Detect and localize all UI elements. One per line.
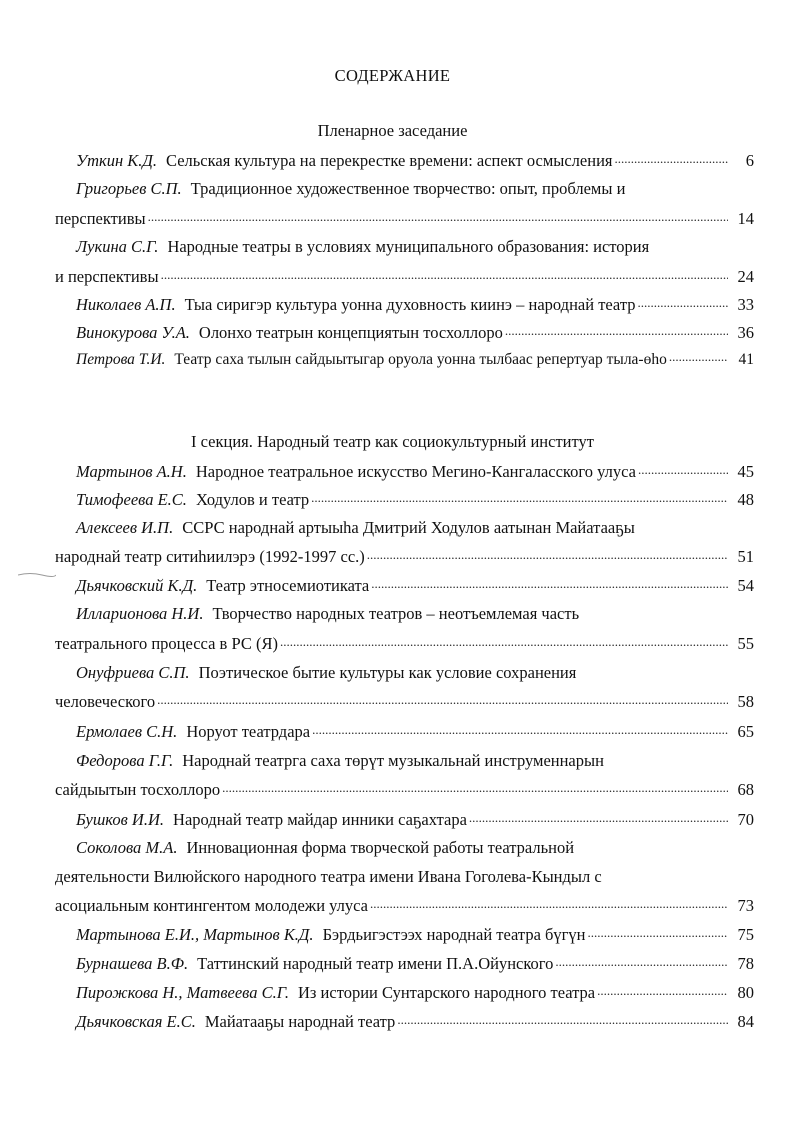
entry-title: Театр этносемиотиката [206, 576, 370, 595]
toc-entry-continuation [55, 629, 754, 659]
entry-author: Уткин К.Д. [76, 151, 158, 170]
entry-title-cont: и перспективы [55, 267, 159, 286]
entry-page: 6 [745, 151, 754, 170]
dot-leader [367, 539, 728, 570]
dot-leader [280, 626, 728, 657]
toc-entry[interactable] [76, 174, 754, 204]
entry-author: Тимофеева Е.С. [76, 490, 187, 509]
entry-title: Из истории Сунтарского народного театра [297, 983, 596, 1002]
toc-entry[interactable] [76, 805, 754, 835]
entry-title: Народнай театр майдар инники саҕахтара [173, 810, 467, 829]
entry-page: 51 [737, 547, 754, 566]
entry-page: 80 [737, 983, 754, 1002]
entry-author: Федорова Г.Г. [76, 751, 174, 770]
toc-entry[interactable] [76, 1007, 754, 1037]
entry-page: 55 [737, 634, 754, 653]
entry-page: 48 [737, 490, 754, 509]
entry-title: Традиционное художественное творчество: опыт, проблемы и [190, 179, 626, 198]
dot-leader [157, 684, 728, 715]
section-heading-plenary: Пленарное заседание [317, 121, 468, 140]
entry-title: Бэрдьигэстээх народнай театра бүгүн [322, 925, 586, 944]
entry-author: Алексеев И.П. [76, 518, 174, 537]
entry-author: Ермолаев С.Н. [76, 722, 178, 741]
section-heading-1: I секция. Народный театр как социокультурный институт [191, 432, 594, 451]
toc-entry[interactable] [76, 146, 754, 176]
toc-entry[interactable] [76, 833, 754, 863]
entry-page: 75 [737, 925, 754, 944]
entry-title: Таттинский народный театр имени П.А.Ойунского [197, 954, 554, 973]
entry-title-cont: сайдыытын тосхоллоро [55, 780, 221, 799]
toc-entry-continuation [55, 204, 754, 234]
entry-author: Бушков И.И. [76, 810, 165, 829]
entry-page: 73 [737, 896, 754, 915]
toc-entry[interactable] [76, 318, 754, 348]
entry-title: Народнай театрга саха төрүт музыкальнай инструменнарын [182, 751, 604, 770]
entry-page: 33 [737, 295, 754, 314]
entry-page: 70 [737, 810, 754, 829]
entry-title: Сельская культура на перекрестке времени: аспект осмысления [166, 151, 613, 170]
entry-author: Мартынов А.Н. [76, 462, 187, 481]
dot-leader [469, 802, 728, 833]
entry-title-cont: театрального процесса в РС (Я) [55, 634, 278, 653]
entry-title-cont: народнай театр ситиһиилэрэ (1992-1997 сс.) [55, 547, 365, 566]
entry-page: 45 [737, 462, 754, 481]
entry-page: 68 [737, 780, 754, 799]
dot-leader [161, 259, 728, 290]
dot-leader [597, 975, 728, 1006]
entry-title-cont: человеческого [55, 692, 156, 711]
dot-leader [555, 946, 728, 977]
dot-leader [397, 1004, 728, 1035]
entry-page: 78 [737, 954, 754, 973]
entry-title-cont: деятельности Вилюйского народного театра имени Ивана Гоголева-Кындыл с [55, 867, 602, 886]
entry-page: 58 [737, 692, 754, 711]
entry-author: Соколова М.А. [76, 838, 178, 857]
entry-page: 41 [738, 351, 754, 368]
entry-author: Пирожкова Н., Матвеева С.Г. [76, 983, 289, 1002]
entry-page: 54 [737, 576, 754, 595]
entry-title: Норуот театрдара [186, 722, 311, 741]
dot-leader [638, 454, 728, 485]
toc-entry[interactable] [76, 571, 754, 601]
dot-leader [371, 568, 728, 599]
scan-artifact [18, 565, 56, 571]
entry-title: ССРС народнай артыыһа Дмитрий Ходулов аатынан Майатааҕы [182, 518, 635, 537]
dot-leader [637, 287, 728, 318]
entry-title: Народное театральное искусство Мегино-Кангаласского улуса [195, 462, 636, 481]
entry-title: Тыа сиригэр культура уонна духовность киинэ – народнай театр [184, 295, 636, 314]
entry-title-cont: асоциальным контингентом молодежи улуса [55, 896, 369, 915]
entry-author: Николаев А.П. [76, 295, 176, 314]
entry-author: Онуфриева С.П. [76, 663, 190, 682]
entry-title: Творчество народных театров – неотъемлемая часть [212, 604, 580, 623]
dot-leader [588, 917, 728, 948]
entry-page: 24 [737, 267, 754, 286]
dot-leader [311, 482, 728, 513]
toc-entry[interactable] [76, 717, 754, 747]
toc-entry-continuation [55, 687, 754, 717]
entry-page: 84 [737, 1012, 754, 1031]
entry-title: Театр саха тылын сайдыытыгар оруола уонна тылбаас репертуар тыла-өһо [174, 351, 667, 368]
entry-title: Ходулов и театр [195, 490, 310, 509]
toc-entry-continuation [55, 775, 754, 805]
entry-author: Петрова Т.И. [76, 351, 166, 368]
dot-leader [148, 201, 728, 232]
toc-entry[interactable] [76, 599, 754, 629]
entry-author: Дьячковская Е.С. [76, 1012, 196, 1031]
toc-entry[interactable] [76, 345, 754, 375]
entry-author: Бурнашева В.Ф. [76, 954, 189, 973]
entry-page: 14 [737, 209, 754, 228]
dot-leader [669, 342, 728, 372]
dot-leader [222, 772, 728, 803]
entry-title-cont: перспективы [55, 209, 146, 228]
dot-leader [370, 888, 728, 919]
entry-author: Мартынова Е.И., Мартынов К.Д. [76, 925, 314, 944]
entry-author: Дьячковский К.Д. [76, 576, 198, 595]
entry-title: Майатааҕы народнай театр [204, 1012, 396, 1031]
entry-title: Инновационная форма творческой работы театральной [186, 838, 575, 857]
entry-title: Поэтическое бытие культуры как условие сохранения [198, 663, 577, 682]
entry-author: Лукина С.Г. [76, 237, 159, 256]
entry-title: Олонхо театрын концепциятын тосхоллоро [198, 323, 503, 342]
toc-entry[interactable] [76, 485, 754, 515]
dot-leader [614, 143, 728, 174]
page-title: СОДЕРЖАНИЕ [334, 66, 451, 85]
entry-author: Илларионова Н.И. [76, 604, 204, 623]
entry-title: Народные театры в условиях муниципального образования: история [167, 237, 650, 256]
dot-leader [312, 714, 728, 745]
entry-author: Винокурова У.А. [76, 323, 190, 342]
entry-author: Григорьев С.П. [76, 179, 182, 198]
entry-page: 65 [737, 722, 754, 741]
toc-entry[interactable] [76, 232, 754, 262]
entry-page: 36 [737, 323, 754, 342]
